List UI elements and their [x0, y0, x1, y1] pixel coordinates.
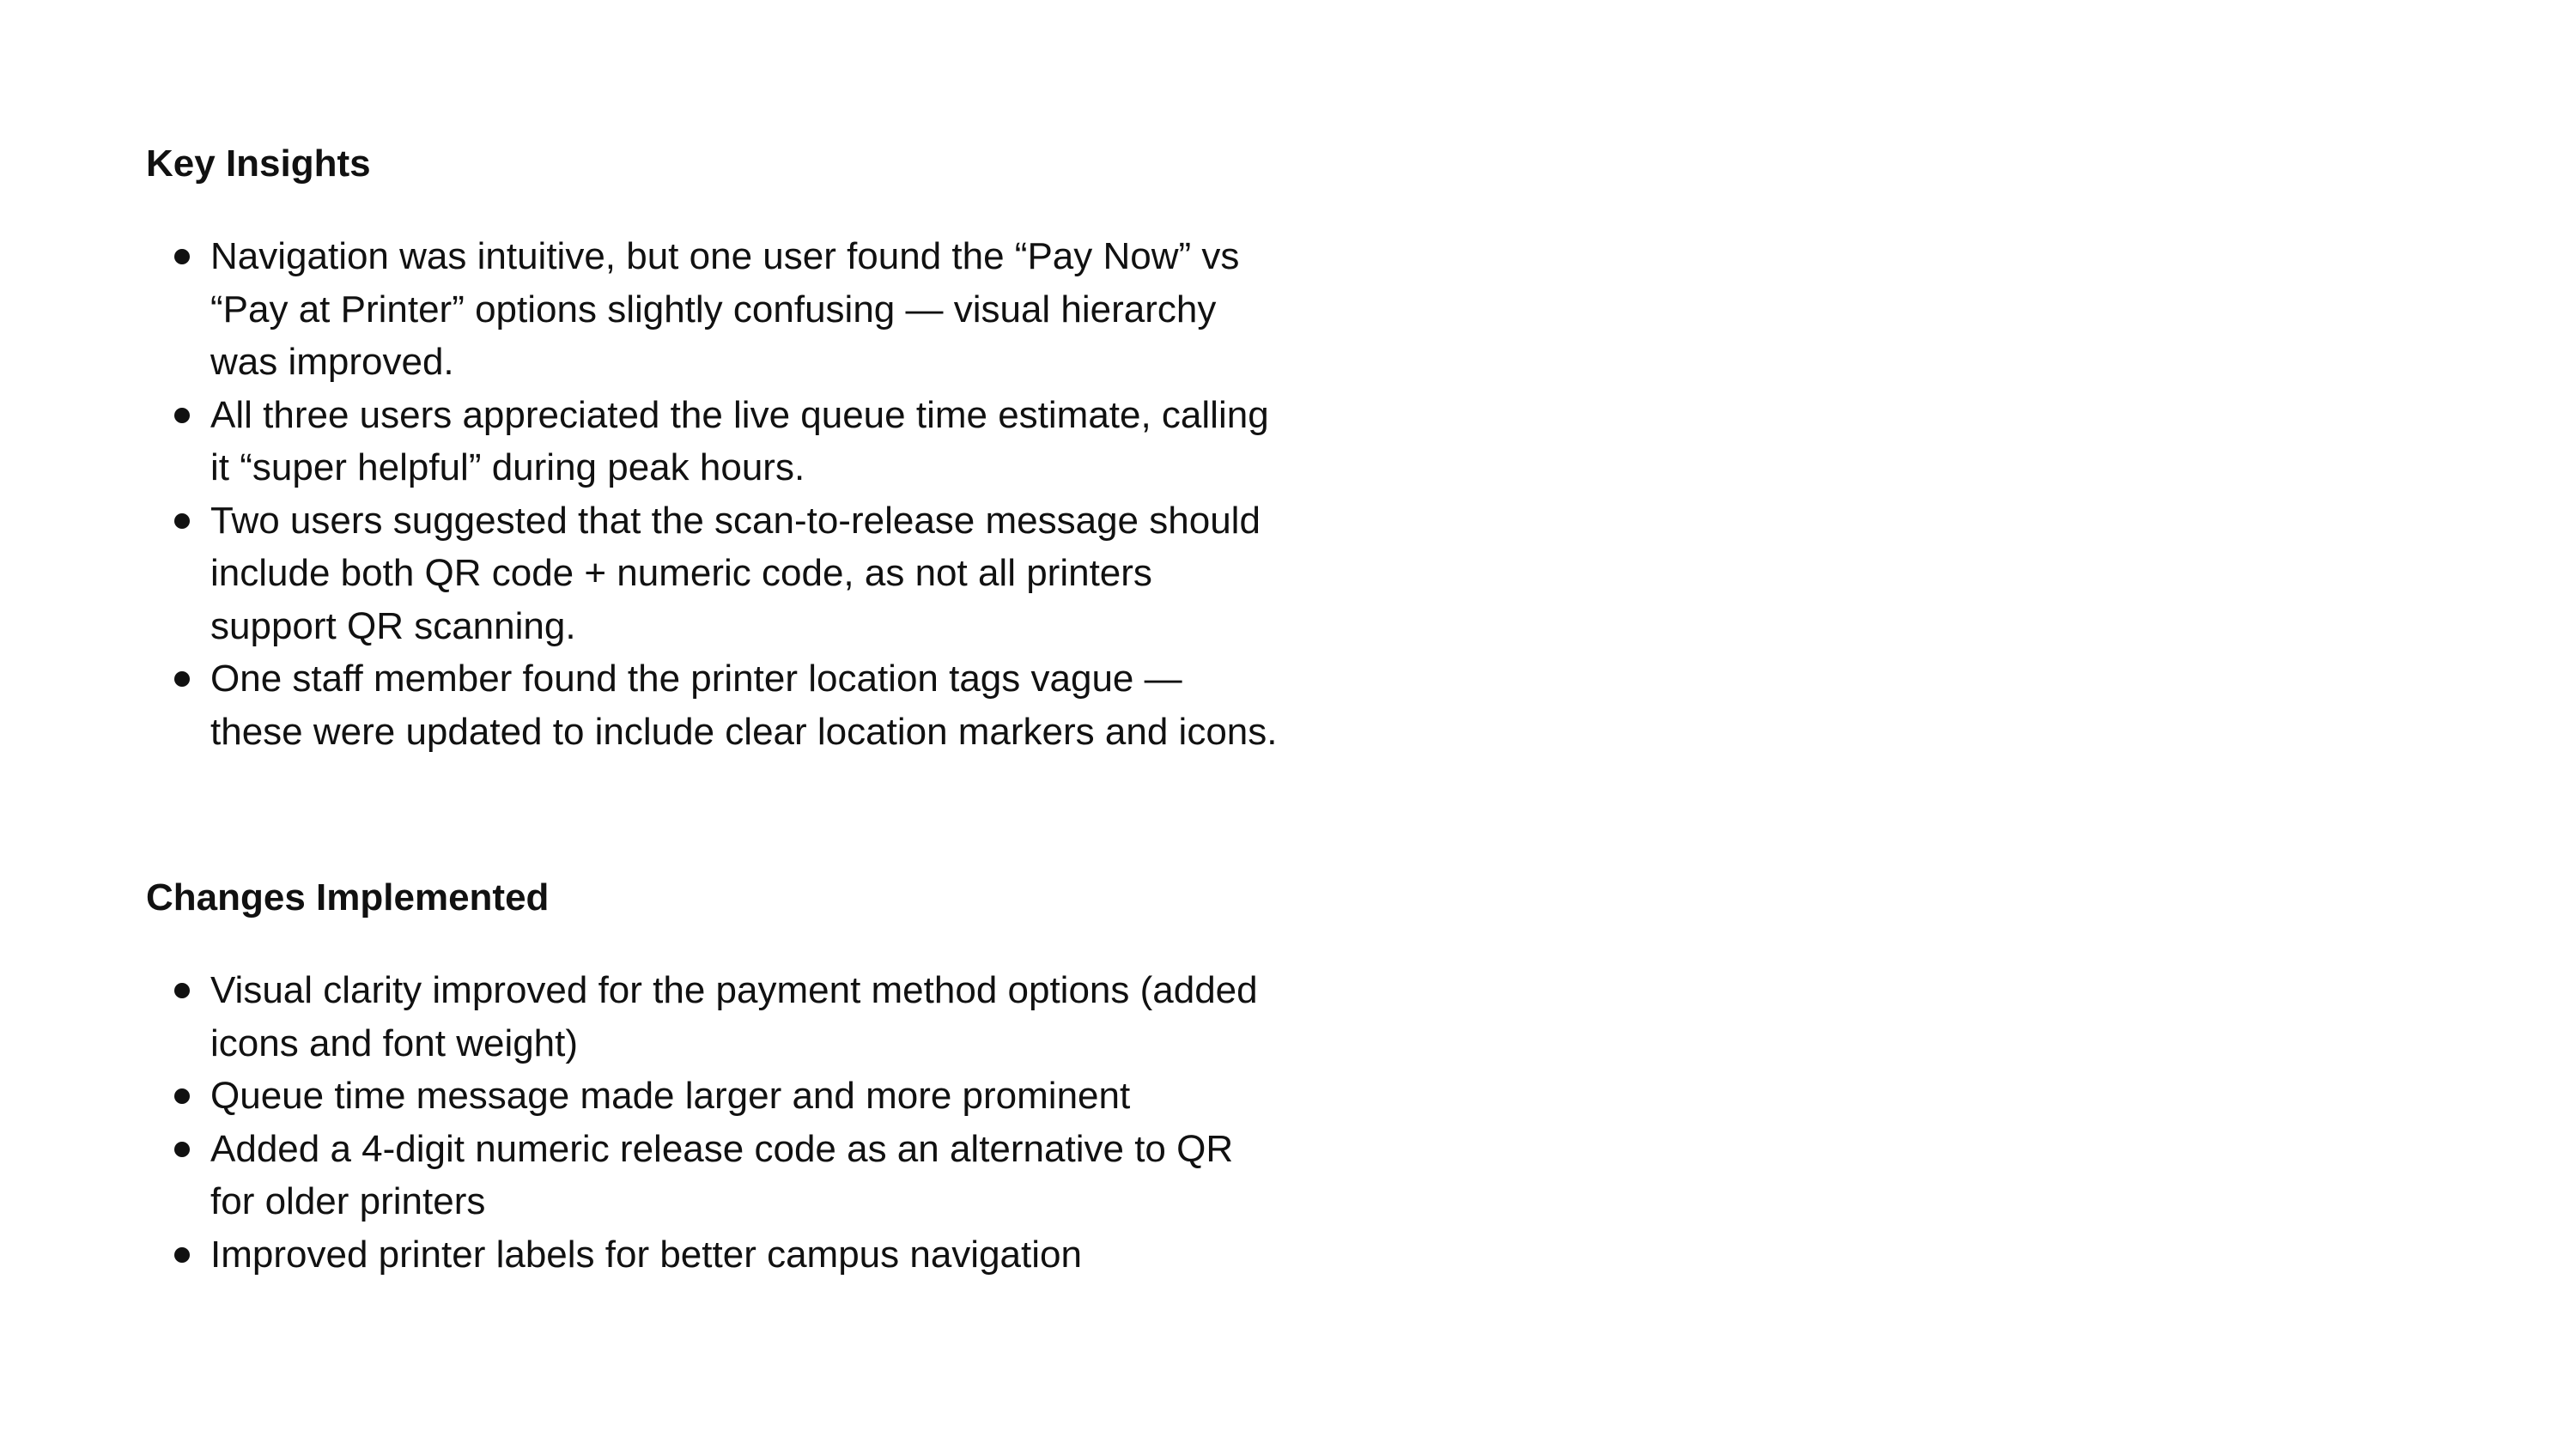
list-item-text: Navigation was intuitive, but one user found the “Pay Now” vs “Pay at Printer” options slightly confusing — visual hierarchy was improved.	[210, 235, 1240, 383]
list-item	[146, 1228, 1305, 1282]
key-insights-list	[146, 230, 1305, 758]
list-item	[146, 389, 1305, 494]
list-item-text: Added a 4-digit numeric release code as an alternative to QR for older printers	[210, 1127, 1234, 1222]
list-item	[146, 494, 1305, 653]
changes-implemented-list	[146, 964, 1305, 1281]
section-spacer	[146, 758, 1305, 871]
bullet-icon	[174, 513, 190, 529]
bullet-icon	[174, 249, 190, 264]
list-item-text: Visual clarity improved for the payment method options (added icons and font weight)	[210, 969, 1258, 1064]
list-item-text: Two users suggested that the scan-to-release message should include both QR code + numeric code, as not all printers support QR scanning.	[210, 499, 1261, 647]
bullet-icon	[174, 408, 190, 423]
key-insights-heading: Key Insights	[146, 142, 371, 185]
bullet-icon	[174, 1247, 190, 1263]
list-item	[146, 652, 1305, 758]
list-item	[146, 964, 1305, 1070]
bullet-icon	[174, 1142, 190, 1157]
document-content	[146, 137, 1305, 1281]
changes-implemented-section	[146, 871, 1305, 1281]
bullet-icon	[174, 983, 190, 998]
changes-implemented-heading: Changes Implemented	[146, 876, 550, 919]
list-item	[146, 1123, 1305, 1228]
list-item	[146, 1070, 1305, 1123]
list-item-text: Improved printer labels for better campus navigation	[210, 1233, 1082, 1276]
list-item-text: One staff member found the printer location tags vague — these were updated to include clear location markers and icons.	[210, 658, 1278, 753]
list-item-text: All three users appreciated the live queue time estimate, calling it “super helpful” during peak hours.	[210, 393, 1269, 488]
bullet-icon	[174, 1088, 190, 1104]
bullet-icon	[174, 671, 190, 687]
key-insights-section	[146, 137, 1305, 758]
list-item-text: Queue time message made larger and more prominent	[210, 1075, 1131, 1117]
list-item	[146, 230, 1305, 389]
